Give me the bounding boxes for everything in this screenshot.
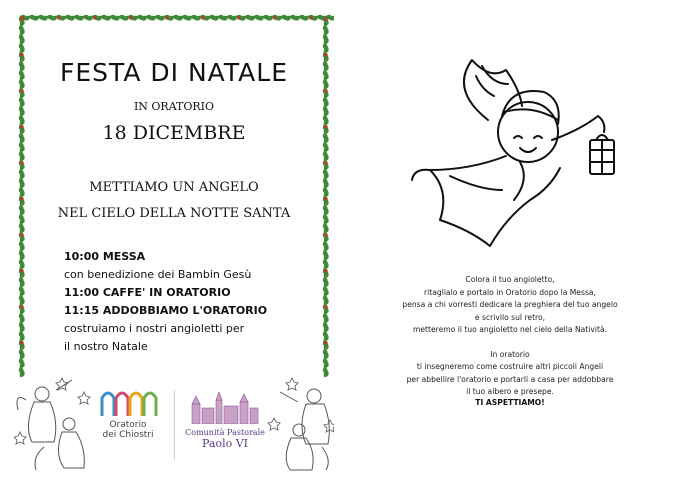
logo-oratorio-line-1: Oratorio — [109, 420, 147, 430]
holly-berry-icon — [20, 233, 24, 237]
instruction-line: ti insegneremo come costruire altri piccoli Angeli — [416, 362, 604, 371]
holly-berry-icon — [20, 89, 24, 93]
program-item-desc: con benedizione dei Bambin Gesù — [64, 268, 252, 281]
angel-panel — [360, 0, 678, 479]
holly-berry-icon — [20, 53, 24, 57]
holly-berry-icon — [324, 17, 328, 21]
holly-berry-icon — [20, 161, 24, 165]
flyer-subtitle: IN ORATORIO — [133, 100, 215, 113]
program-item-title: 11:15 ADDOBBIAMO L'ORATORIO — [64, 304, 268, 317]
program-item-title: 10:00 MESSA — [64, 250, 146, 263]
holly-berry-icon — [165, 16, 169, 20]
holly-berry-icon — [129, 16, 133, 20]
holly-berry-icon — [20, 17, 24, 21]
holly-berry-icon — [324, 269, 328, 273]
instruction-line: In oratorio — [490, 349, 530, 359]
instructions-text — [360, 274, 660, 399]
holly-berry-icon — [324, 341, 328, 345]
headline-line-1: METTIAMO UN ANGELO — [89, 180, 259, 195]
holly-berry-icon — [309, 16, 313, 20]
holly-berry-icon — [20, 305, 24, 309]
holly-berry-icon — [237, 16, 241, 20]
headline-line-2: NEL CIELO DELLA NOTTE SANTA — [57, 206, 291, 221]
program-list — [64, 248, 314, 356]
arches-icon — [98, 386, 158, 416]
instruction-line: Colora il tuo angioletto, — [465, 275, 555, 284]
angel-coloring-icon — [410, 50, 640, 260]
logo-comunita — [182, 390, 268, 450]
instruction-line: ritaglialo e portalo in Oratorio dopo la Messa, — [424, 287, 596, 297]
instruction-line: e scrivilo sul retro, — [474, 312, 546, 322]
program-item-desc: costruiamo i nostri angioletti per — [64, 322, 245, 335]
logo-divider — [174, 390, 175, 460]
holly-berry-icon — [20, 341, 24, 345]
logo-comunita-line-2: Paolo VI — [201, 437, 248, 450]
holly-berry-icon — [324, 53, 328, 57]
flyer-date: 18 DICEMBRE — [102, 122, 246, 144]
program-item-title: 11:00 CAFFE' IN ORATORIO — [64, 286, 231, 299]
logo-oratorio — [89, 386, 167, 440]
flyer-panel — [14, 10, 334, 472]
instruction-line: metteremo il tuo angioletto nel cielo della Natività. — [412, 325, 608, 334]
instruction-line: pensa a chi vorresti dedicare la preghiera del tuo angelo — [402, 300, 618, 309]
holly-berry-icon — [201, 16, 205, 20]
holly-berry-icon — [93, 16, 97, 20]
holly-berry-icon — [20, 269, 24, 273]
flyer-title: FESTA DI NATALE — [59, 58, 288, 87]
logo-comunita-line-1: Comunità Pastorale — [185, 428, 265, 437]
holly-berry-icon — [57, 16, 61, 20]
logo-oratorio-line-2: dei Chiostri — [102, 430, 154, 440]
instruction-line: per abbellire l'oratorio e portarli a casa per addobbare — [406, 374, 614, 384]
holly-berry-icon — [324, 89, 328, 93]
holly-berry-icon — [324, 233, 328, 237]
holly-berry-icon — [324, 305, 328, 309]
instruction-line: il tuo albero e presepe. — [466, 387, 554, 396]
holly-berry-icon — [324, 197, 328, 201]
holly-berry-icon — [20, 197, 24, 201]
holly-berry-icon — [324, 161, 328, 165]
closing-text: TI ASPETTIAMO! — [475, 398, 545, 407]
churches-icon — [190, 390, 260, 424]
holly-berry-icon — [273, 16, 277, 20]
program-item-desc: il nostro Natale — [64, 340, 148, 353]
